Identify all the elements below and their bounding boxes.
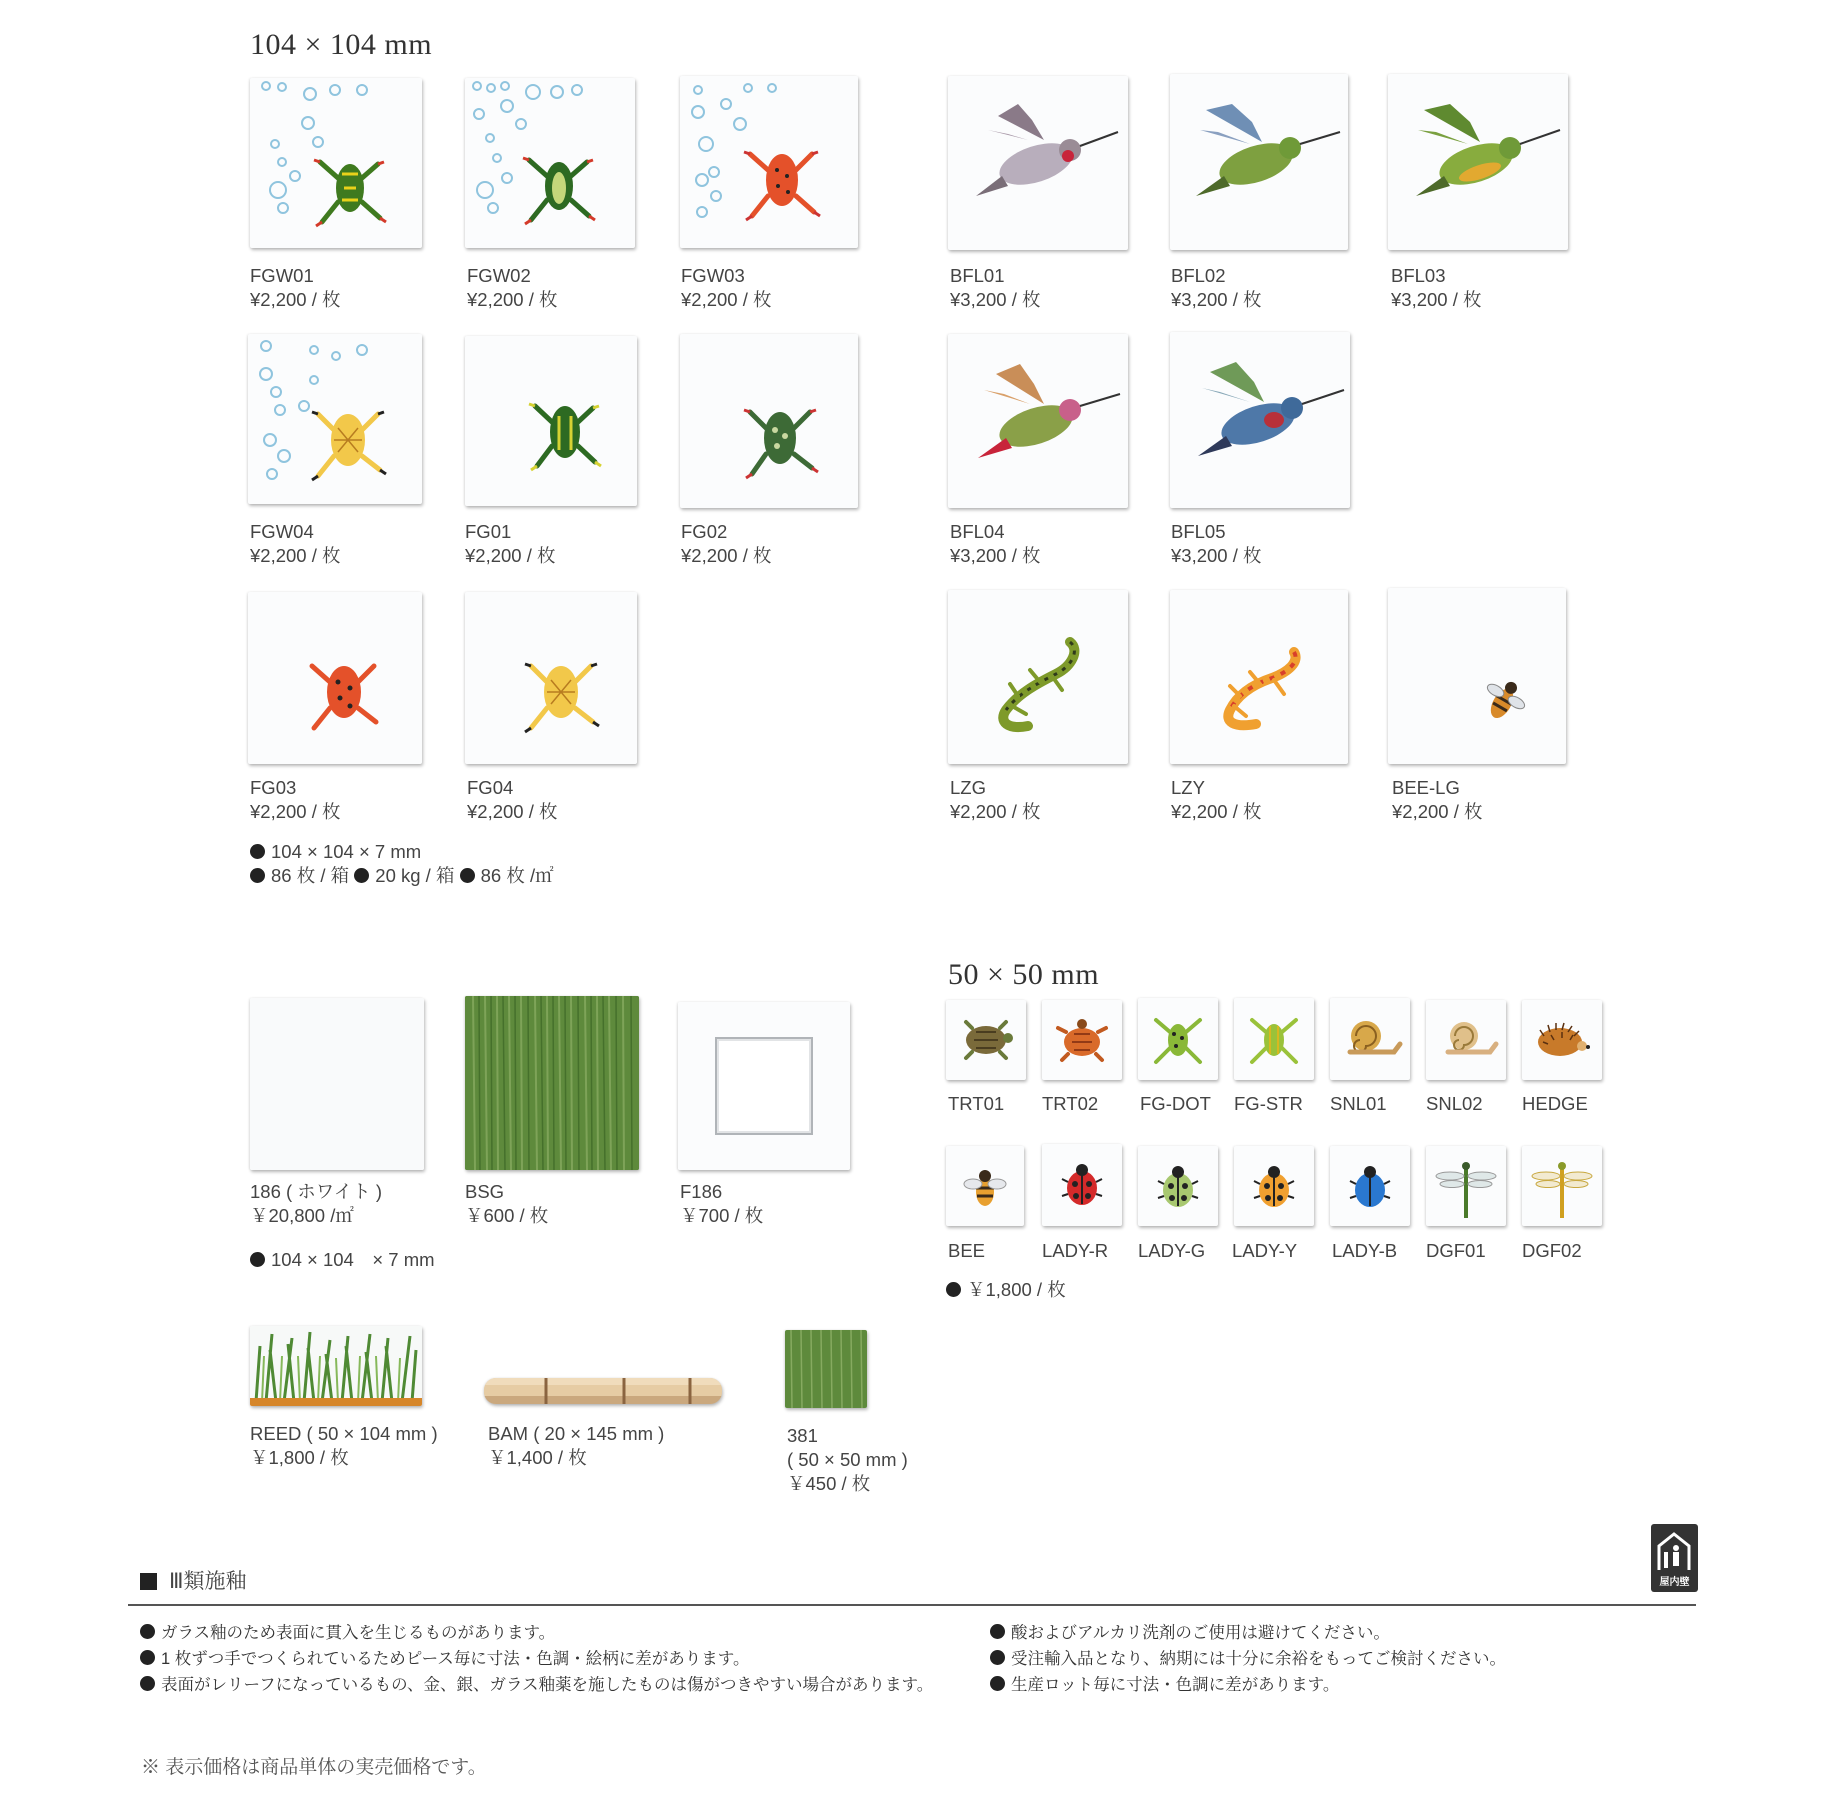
caption-FGW03 — [681, 264, 772, 312]
caption-LADY-Y: LADY-Y — [1232, 1240, 1298, 1261]
tile-code: BFL01 — [950, 265, 1005, 286]
spec-plain — [250, 1248, 435, 1272]
tile-FG01[interactable] — [465, 336, 637, 506]
tile-DGF01[interactable] — [1426, 1146, 1506, 1226]
tile-code: BFL03 — [1391, 265, 1446, 286]
dragonfly-green-icon — [1426, 1146, 1506, 1226]
tile-code: FGW01 — [250, 265, 314, 286]
dragonfly-yellow-icon — [1522, 1146, 1602, 1226]
caption-FG04 — [467, 776, 558, 824]
reed-grass-icon — [250, 1326, 422, 1406]
frog-dotted-icon — [1138, 998, 1218, 1080]
tile-LADY-R[interactable] — [1042, 1144, 1122, 1226]
section-heading-104: 104 × 104 mm — [250, 28, 433, 61]
tile-price: ¥3,200 / 枚 — [950, 289, 1041, 310]
caption-BAM — [488, 1422, 664, 1470]
tile-price: ￥1,400 / 枚 — [488, 1447, 587, 1468]
note-item — [140, 1646, 933, 1672]
caption-TRT02: TRT02 — [1042, 1093, 1099, 1114]
tile-HEDGE[interactable] — [1522, 1000, 1602, 1080]
tile-size: ( 50 × 50 mm ) — [787, 1449, 908, 1470]
caption-DGF01: DGF01 — [1426, 1240, 1486, 1261]
caption-BFL02 — [1171, 264, 1262, 312]
tile-LADY-B[interactable] — [1330, 1146, 1410, 1226]
tile-FG04[interactable] — [465, 592, 637, 764]
notes-left — [140, 1620, 933, 1698]
caption-FGW04 — [250, 520, 341, 568]
note-text: ガラス釉のため表面に貫入を生じるものがあります。 — [161, 1624, 556, 1642]
tile-code: BEE-LG — [1392, 777, 1460, 798]
green-small-tile-icon — [785, 1330, 867, 1408]
spec-line-2 — [250, 864, 554, 888]
caption-BSG — [465, 1180, 548, 1228]
caption-SNL01: SNL01 — [1330, 1093, 1387, 1114]
tile-code: FGW04 — [250, 521, 314, 542]
tile-code: FG01 — [465, 521, 512, 542]
tile-FG-DOT[interactable] — [1138, 998, 1218, 1080]
caption-LZY — [1171, 776, 1262, 824]
price-50-text: ￥1,800 / 枚 — [967, 1279, 1066, 1300]
turtle-orange-icon — [1042, 1000, 1122, 1080]
tile-FGW02[interactable] — [465, 78, 635, 248]
price-footnote: ※ 表示価格は商品単体の実売価格です。 — [141, 1757, 487, 1778]
bamboo-icon — [484, 1378, 722, 1404]
spec-per-sqm: 86 枚 /㎡ — [480, 865, 554, 886]
tile-BFL01[interactable] — [948, 76, 1128, 250]
tile-price: ¥3,200 / 枚 — [950, 545, 1041, 566]
caption-BFL01 — [950, 264, 1041, 312]
tile-price: ¥2,200 / 枚 — [950, 801, 1041, 822]
caption-HEDGE: HEDGE — [1522, 1093, 1588, 1114]
note-text: 1 枚ずつ手でつくられているためピース毎に寸法・色調・絵柄に差があります。 — [161, 1650, 750, 1668]
tile-code: LZY — [1171, 777, 1205, 798]
divider-line — [128, 1604, 1696, 1606]
tile-code: BFL02 — [1171, 265, 1226, 286]
tile-code: FG04 — [467, 777, 514, 798]
frog-orange-icon — [248, 592, 422, 764]
ladybug-green-icon — [1138, 1146, 1218, 1226]
caption-SNL02: SNL02 — [1426, 1093, 1483, 1114]
frog-green-icon — [465, 336, 637, 506]
hedgehog-icon — [1522, 1000, 1602, 1080]
tile-code: 186 ( ホワイト ) — [250, 1181, 383, 1202]
caption-BEE: BEE — [948, 1240, 986, 1261]
tile-TRT02[interactable] — [1042, 1000, 1122, 1080]
note-item — [990, 1620, 1506, 1646]
hummingbird-blue-green-icon — [1170, 74, 1348, 250]
snail-gold-icon — [1330, 998, 1410, 1080]
caption-BFL04 — [950, 520, 1041, 568]
caption-LADY-R: LADY-R — [1042, 1240, 1109, 1261]
tile-price: ¥2,200 / 枚 — [250, 545, 341, 566]
hummingbird-green-icon — [1388, 74, 1568, 250]
tile-FG03[interactable] — [248, 592, 422, 764]
note-text: 酸およびアルカリ洗剤のご使用は避けてください。 — [1011, 1624, 1390, 1642]
frog-bubbles-green-icon — [250, 78, 422, 248]
bullet-icon — [250, 868, 265, 883]
tile-LADY-Y[interactable] — [1234, 1146, 1314, 1226]
tile-381[interactable] — [785, 1330, 867, 1408]
caption-FG-DOT: FG-DOT — [1140, 1093, 1211, 1114]
tile-FG02[interactable] — [680, 334, 858, 508]
tile-TRT01[interactable] — [946, 1000, 1026, 1080]
tile-FGW03[interactable] — [680, 76, 858, 248]
price-50 — [946, 1278, 1066, 1302]
tile-BAM[interactable] — [484, 1378, 722, 1404]
notes-right — [990, 1620, 1506, 1698]
tile-BSG[interactable] — [465, 996, 639, 1170]
tile-BEE[interactable] — [946, 1146, 1024, 1226]
tile-code: FG02 — [681, 521, 728, 542]
bullet-icon — [946, 1282, 961, 1297]
note-text: 生産ロット毎に寸法・色調に差があります。 — [1011, 1676, 1340, 1694]
tile-BFL04[interactable] — [948, 334, 1128, 508]
section-heading-50: 50 × 50 mm — [948, 958, 1100, 991]
category-label — [140, 1570, 246, 1594]
badge-label: 屋内壁 — [1659, 1577, 1690, 1588]
caption-F186 — [680, 1180, 763, 1228]
caption-BEE-LG — [1392, 776, 1483, 824]
spec-weight: 20 kg / 箱 — [375, 865, 455, 886]
spec-size: 104 × 104 × 7 mm — [271, 841, 422, 862]
tile-code: F186 — [680, 1181, 723, 1202]
bullet-icon — [140, 1650, 155, 1665]
tile-price: ￥20,800 /㎡ — [250, 1205, 354, 1226]
lizard-green-icon — [948, 590, 1128, 764]
tile-code: FGW03 — [681, 265, 745, 286]
note-item — [990, 1672, 1506, 1698]
caption-LADY-B: LADY-B — [1332, 1240, 1398, 1261]
note-text: 表面がレリーフになっているもの、金、銀、ガラス釉薬を施したものは傷がつきやすい場合があります。 — [161, 1676, 934, 1694]
tile-SNL02[interactable] — [1426, 1000, 1506, 1080]
bullet-icon — [354, 868, 369, 883]
caption-BFL05 — [1171, 520, 1262, 568]
caption-381 — [787, 1424, 908, 1496]
bullet-icon — [140, 1624, 155, 1639]
ladybug-red-icon — [1042, 1144, 1122, 1226]
tile-price: ￥600 / 枚 — [465, 1205, 549, 1226]
tile-code: FGW02 — [467, 265, 531, 286]
tile-DGF02[interactable] — [1522, 1146, 1602, 1226]
tile-code: BAM ( 20 × 145 mm ) — [488, 1423, 665, 1444]
tile-SNL01[interactable] — [1330, 998, 1410, 1080]
tile-price: ¥2,200 / 枚 — [467, 289, 558, 310]
tile-price: ¥2,200 / 枚 — [681, 289, 772, 310]
tile-price: ￥700 / 枚 — [680, 1205, 764, 1226]
spec-size: 104 × 104 × 7 mm — [271, 1249, 435, 1270]
caption-FGW02 — [467, 264, 558, 312]
caption-FG02 — [681, 520, 772, 568]
turtle-brown-icon — [946, 1000, 1026, 1080]
note-item — [140, 1620, 933, 1646]
tile-LADY-G[interactable] — [1138, 1146, 1218, 1226]
tile-price: ¥2,200 / 枚 — [1171, 801, 1262, 822]
green-striped-tile-icon — [465, 996, 639, 1170]
note-item — [140, 1672, 933, 1698]
hummingbird-grey-icon — [948, 76, 1128, 250]
note-item — [990, 1646, 1506, 1672]
caption-LZG — [950, 776, 1041, 824]
bullet-icon — [250, 1252, 265, 1267]
tile-BFL03[interactable] — [1388, 74, 1568, 250]
tile-FGW04[interactable] — [248, 334, 422, 504]
tile-price: ¥2,200 / 枚 — [681, 545, 772, 566]
ladybug-blue-icon — [1330, 1146, 1410, 1226]
bullet-icon — [990, 1650, 1005, 1665]
spec-per-box: 86 枚 / 箱 — [271, 865, 350, 886]
caption-BFL03 — [1391, 264, 1482, 312]
tile-LZY[interactable] — [1170, 590, 1348, 764]
tile-186-white[interactable] — [250, 998, 424, 1170]
snail-tan-icon — [1426, 1000, 1506, 1080]
tile-code: LZG — [950, 777, 986, 798]
tile-code: BFL04 — [950, 521, 1005, 542]
tile-F186[interactable] — [678, 1002, 850, 1170]
bullet-icon — [250, 844, 265, 859]
bullet-icon — [140, 1676, 155, 1691]
caption-FG01 — [465, 520, 556, 568]
caption-FG03 — [250, 776, 341, 824]
plain-white-tile-icon — [250, 998, 424, 1170]
tile-REED[interactable] — [250, 1326, 422, 1406]
tile-BEE-LG[interactable] — [1388, 588, 1566, 764]
bee-small-icon — [946, 1146, 1024, 1226]
tile-code: FG03 — [250, 777, 297, 798]
tile-price: ￥1,800 / 枚 — [250, 1447, 349, 1468]
category-text: Ⅲ類施釉 — [169, 1570, 247, 1593]
caption-TRT01: TRT01 — [948, 1093, 1005, 1114]
indoor-wall-badge — [1651, 1524, 1698, 1592]
tile-price: ¥2,200 / 枚 — [465, 545, 556, 566]
tile-code: 381 — [787, 1425, 818, 1446]
spec-104 — [250, 840, 554, 888]
tile-code: REED ( 50 × 104 mm ) — [250, 1423, 438, 1444]
tile-price: ¥2,200 / 枚 — [467, 801, 558, 822]
ladybug-yellow-icon — [1234, 1146, 1314, 1226]
tile-FG-STR[interactable] — [1234, 998, 1314, 1080]
tile-BFL05[interactable] — [1170, 332, 1350, 508]
tile-price: ¥3,200 / 枚 — [1171, 545, 1262, 566]
tile-price: ￥450 / 枚 — [787, 1473, 871, 1494]
tile-price: ¥2,200 / 枚 — [250, 801, 341, 822]
bee-icon — [1388, 588, 1566, 764]
hummingbird-rufous-icon — [948, 334, 1128, 508]
bullet-icon — [460, 868, 475, 883]
tile-code: BSG — [465, 1181, 505, 1202]
frog-yellow-icon — [465, 592, 637, 764]
spec-line-1 — [250, 840, 554, 864]
tile-LZG[interactable] — [948, 590, 1128, 764]
caption-DGF02: DGF02 — [1522, 1240, 1582, 1261]
caption-186 — [250, 1180, 382, 1228]
frog-striped-icon — [1234, 998, 1314, 1080]
note-text: 受注輸入品となり、納期には十分に余裕をもってご検討ください。 — [1011, 1650, 1506, 1668]
lizard-orange-icon — [1170, 590, 1348, 764]
hummingbird-blue-red-icon — [1170, 332, 1350, 508]
frame-tile-icon — [678, 1002, 850, 1170]
tile-code: BFL05 — [1171, 521, 1226, 542]
caption-FGW01 — [250, 264, 341, 312]
frog-dark-green-icon — [680, 334, 858, 508]
frog-bubbles-yellow-icon — [248, 334, 422, 504]
tile-price: ¥3,200 / 枚 — [1391, 289, 1482, 310]
tile-price: ¥2,200 / 枚 — [250, 289, 341, 310]
tile-FGW01[interactable] — [250, 78, 422, 248]
frog-bubbles-orange-icon — [680, 76, 858, 248]
bullet-icon — [990, 1676, 1005, 1691]
frog-bubbles-dark-green-icon — [465, 78, 635, 248]
caption-LADY-G: LADY-G — [1138, 1240, 1206, 1261]
tile-price: ¥3,200 / 枚 — [1171, 289, 1262, 310]
square-bullet-icon — [140, 1573, 157, 1590]
tile-price: ¥2,200 / 枚 — [1392, 801, 1483, 822]
caption-FG-STR: FG-STR — [1234, 1093, 1303, 1114]
caption-REED — [250, 1422, 438, 1470]
bullet-icon — [990, 1624, 1005, 1639]
tile-BFL02[interactable] — [1170, 74, 1348, 250]
